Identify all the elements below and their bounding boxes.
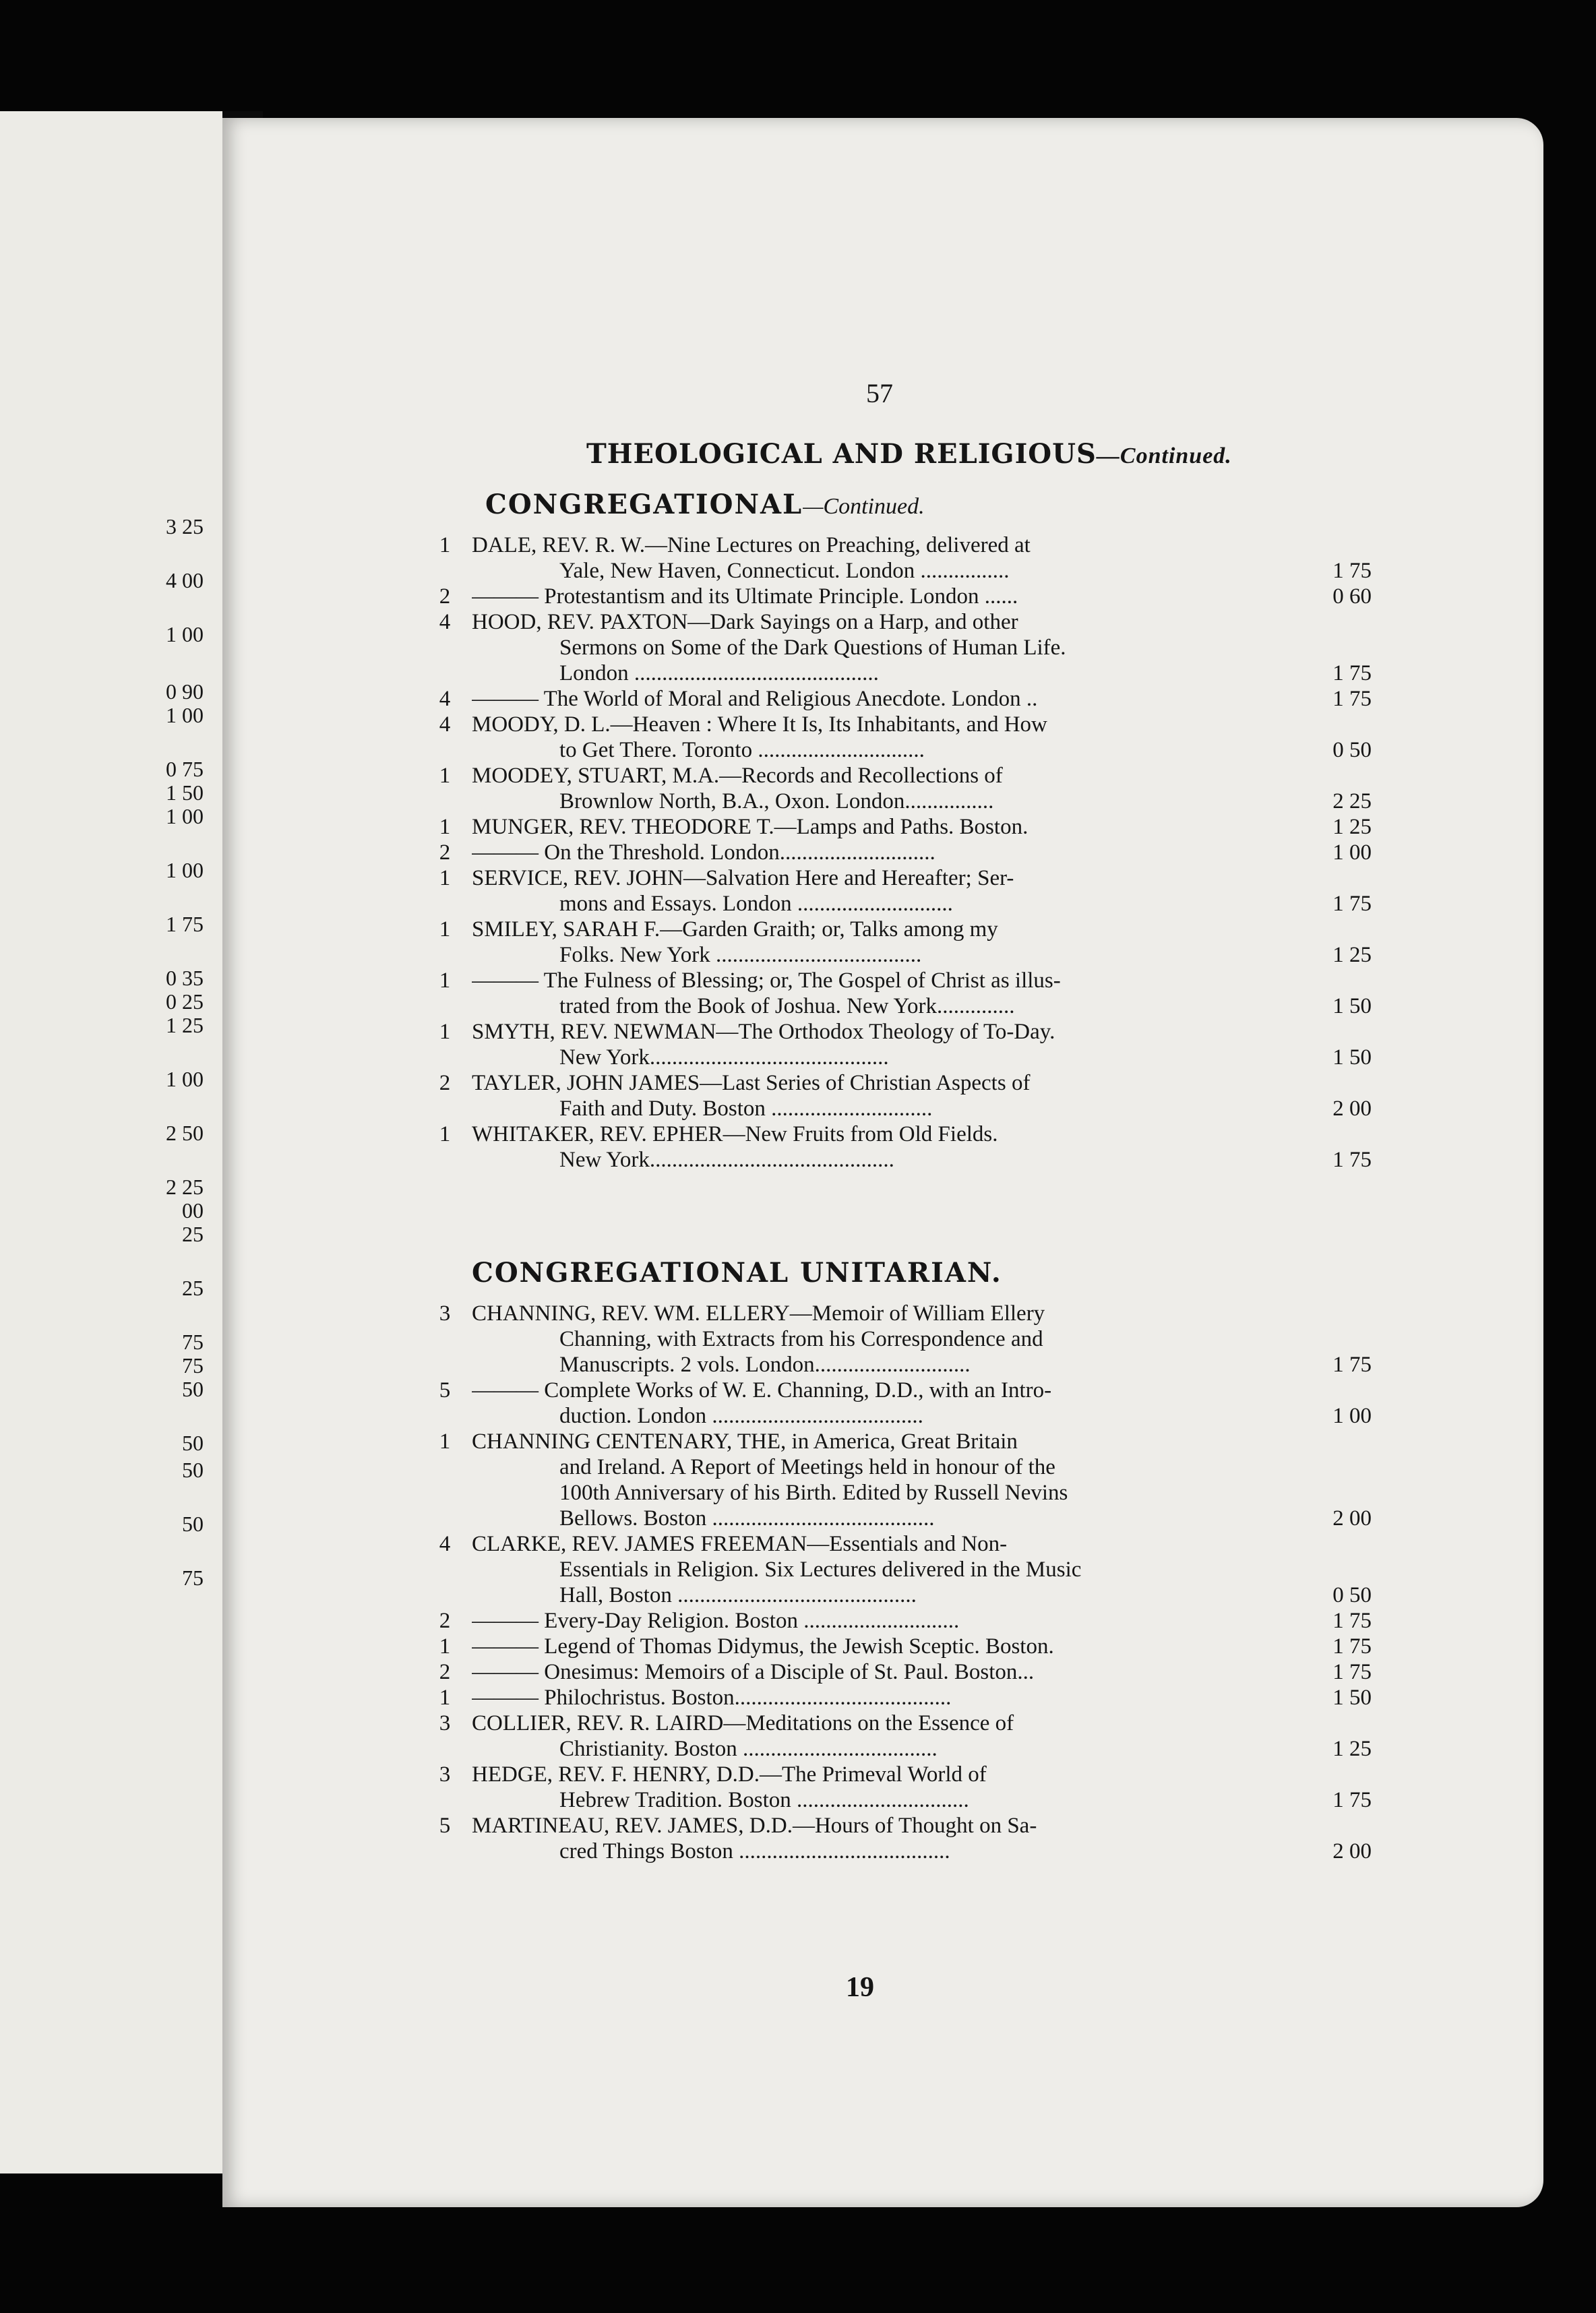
section-title: CONGREGATIONAL — [485, 489, 803, 520]
entry-line: Brownlow North, B.A., Oxon. London................ — [559, 789, 994, 813]
entry-price: 1 25 — [1332, 815, 1372, 839]
entry-description — [472, 1070, 1274, 1121]
entry-quantity: 4 — [439, 610, 451, 634]
entry-description — [472, 763, 1274, 814]
entry-line: ——— The World of Moral and Religious Anecdote. London .. — [472, 687, 1038, 711]
entry-description — [472, 686, 1274, 712]
entry-description — [472, 712, 1274, 763]
entry-price: 1 50 — [1332, 994, 1372, 1018]
entry-description — [472, 1531, 1274, 1608]
facing-page-price: 1 25 — [166, 1013, 204, 1037]
facing-page-price: 50 — [182, 1377, 204, 1401]
entry-quantity: 4 — [439, 712, 451, 737]
entry-price: 1 75 — [1332, 1353, 1372, 1377]
entry-quantity: 2 — [439, 584, 451, 609]
entry-price: 1 75 — [1332, 1634, 1372, 1659]
entry-description — [472, 584, 1274, 609]
entry-line: WHITAKER, REV. EPHER—New Fruits from Old Fields. — [472, 1122, 998, 1146]
entry-quantity: 1 — [439, 764, 451, 788]
entry-quantity: 4 — [439, 1532, 451, 1556]
page-number-bottom: 19 — [846, 1972, 874, 2003]
entry-line: 100th Anniversary of his Birth. Edited by Russell Nevins — [559, 1481, 1068, 1505]
entry-quantity: 1 — [439, 866, 451, 890]
entry-quantity: 4 — [439, 687, 451, 711]
entry-line: trated from the Book of Joshua. New York.............. — [559, 994, 1015, 1018]
entry-description — [472, 865, 1274, 917]
entry-quantity: 2 — [439, 840, 451, 865]
entry-line: ——— Every-Day Religion. Boston ............................ — [472, 1609, 960, 1633]
facing-page-price: 50 — [182, 1431, 204, 1455]
heading-title: THEOLOGICAL AND RELIGIOUS — [586, 438, 1097, 470]
entry-price: 2 00 — [1332, 1506, 1372, 1531]
entry-line: HEDGE, REV. F. HENRY, D.D.—The Primeval World of — [472, 1762, 987, 1787]
entry-price: 2 00 — [1332, 1839, 1372, 1863]
entry-line: CHANNING CENTENARY, THE, in America, Great Britain — [472, 1429, 1018, 1454]
entry-price: 1 75 — [1332, 1660, 1372, 1684]
entry-line: duction. London ...................................... — [559, 1404, 923, 1428]
facing-page-price: 1 75 — [166, 912, 204, 936]
entry-line: Folks. New York ..................................... — [559, 943, 922, 967]
entry-quantity: 5 — [439, 1378, 451, 1402]
entry-price: 1 75 — [1332, 661, 1372, 685]
entry-line: ——— Legend of Thomas Didymus, the Jewish Sceptic. Boston. — [472, 1634, 1054, 1659]
entry-price: 1 25 — [1332, 943, 1372, 967]
entry-line: COLLIER, REV. R. LAIRD—Meditations on the Essence of — [472, 1711, 1014, 1735]
facing-page-price: 75 — [182, 1353, 204, 1378]
entry-line: SMYTH, REV. NEWMAN—The Orthodox Theology of To-Day. — [472, 1020, 1055, 1044]
entry-line: TAYLER, JOHN JAMES—Last Series of Christian Aspects of — [472, 1071, 1031, 1095]
entry-price: 2 25 — [1332, 789, 1372, 813]
entry-description — [472, 917, 1274, 968]
entry-quantity: 1 — [439, 1020, 451, 1044]
entry-line: ——— The Fulness of Blessing; or, The Gospel of Christ as illus- — [472, 968, 1061, 993]
facing-page-price: 2 50 — [166, 1121, 204, 1145]
facing-page-price: 0 90 — [166, 679, 204, 704]
facing-page-price: 0 25 — [166, 989, 204, 1014]
entry-line: ——— Onesimus: Memoirs of a Disciple of St. Paul. Boston... — [472, 1660, 1035, 1684]
entry-quantity: 3 — [439, 1711, 451, 1735]
entry-line: ——— Protestantism and its Ultimate Principle. London ...... — [472, 584, 1018, 609]
entry-price: 1 75 — [1332, 1148, 1372, 1172]
entry-line: New York............................................ — [559, 1148, 894, 1172]
facing-page-price: 75 — [182, 1330, 204, 1354]
facing-page-price: 25 — [182, 1276, 204, 1300]
heading-continued: —Continued. — [1096, 443, 1232, 468]
entry-quantity: 1 — [439, 533, 451, 557]
entry-price: 0 50 — [1332, 1583, 1372, 1607]
entry-description — [472, 1019, 1274, 1070]
entry-description — [472, 1121, 1274, 1173]
entry-quantity: 3 — [439, 1762, 451, 1787]
facing-page-price: 1 00 — [166, 1067, 204, 1091]
entry-quantity: 2 — [439, 1660, 451, 1684]
entry-line: Channing, with Extracts from his Correspondence and — [559, 1327, 1043, 1351]
entry-line: MOODY, D. L.—Heaven : Where It Is, Its Inhabitants, and How — [472, 712, 1047, 737]
entry-price: 1 00 — [1332, 840, 1372, 865]
entry-price: 1 00 — [1332, 1404, 1372, 1428]
facing-page-price: 50 — [182, 1458, 204, 1482]
section-continued: —Continued. — [803, 494, 925, 519]
entry-description — [472, 968, 1274, 1019]
entry-line: CHANNING, REV. WM. ELLERY—Memoir of William Ellery — [472, 1301, 1045, 1326]
entry-line: New York........................................... — [559, 1045, 889, 1070]
entry-price: 2 00 — [1332, 1097, 1372, 1121]
entry-description — [472, 532, 1274, 584]
entry-line: DALE, REV. R. W.—Nine Lectures on Preaching, delivered at — [472, 533, 1031, 557]
entry-line: Yale, New Haven, Connecticut. London ................ — [559, 559, 1010, 583]
entry-quantity: 2 — [439, 1071, 451, 1095]
entry-description — [472, 1301, 1274, 1378]
entry-description — [472, 1762, 1274, 1813]
entry-price: 1 50 — [1332, 1045, 1372, 1070]
facing-page-price: 00 — [182, 1198, 204, 1223]
entry-line: Bellows. Boston ........................................ — [559, 1506, 935, 1531]
facing-page-price: 2 25 — [166, 1175, 204, 1199]
entry-description — [472, 1659, 1274, 1685]
entry-description — [472, 1710, 1274, 1762]
page-number-top: 57 — [866, 378, 893, 408]
facing-page-price: 1 00 — [166, 622, 204, 646]
entry-line: ——— On the Threshold. London............................ — [472, 840, 935, 865]
entry-quantity: 1 — [439, 917, 451, 942]
entry-price: 1 75 — [1332, 892, 1372, 916]
entry-description — [472, 1608, 1274, 1634]
entry-line: Christianity. Boston ................................... — [559, 1737, 938, 1761]
entry-line: SERVICE, REV. JOHN—Salvation Here and Hereafter; Ser- — [472, 866, 1014, 890]
facing-page — [0, 111, 222, 2173]
entry-line: and Ireland. A Report of Meetings held in honour of the — [559, 1455, 1055, 1479]
entry-description — [472, 1813, 1274, 1864]
entry-quantity: 1 — [439, 815, 451, 839]
entry-line: SMILEY, SARAH F.—Garden Graith; or, Talks among my — [472, 917, 998, 942]
entry-description — [472, 814, 1274, 840]
entry-quantity: 1 — [439, 1429, 451, 1454]
facing-page-price: 0 75 — [166, 757, 204, 781]
section-congregational — [485, 489, 925, 520]
entry-price: 1 75 — [1332, 687, 1372, 711]
facing-page-price: 25 — [182, 1222, 204, 1246]
entry-quantity: 3 — [439, 1301, 451, 1326]
entry-line: Hebrew Tradition. Boston ............................... — [559, 1788, 969, 1812]
entry-description — [472, 1634, 1274, 1659]
entry-line: MUNGER, REV. THEODORE T.—Lamps and Paths. Boston. — [472, 815, 1029, 839]
facing-page-price: 1 00 — [166, 804, 204, 828]
facing-page-price: 0 35 — [166, 966, 204, 990]
facing-page-price: 50 — [182, 1512, 204, 1536]
entry-line: London ............................................ — [559, 661, 879, 685]
entry-quantity: 5 — [439, 1814, 451, 1838]
entry-price: 1 75 — [1332, 559, 1372, 583]
entry-description — [472, 840, 1274, 865]
entry-quantity: 2 — [439, 1609, 451, 1633]
entry-line: Manuscripts. 2 vols. London............................ — [559, 1353, 971, 1377]
entry-line: Faith and Duty. Boston ............................. — [559, 1097, 933, 1121]
page-heading — [586, 438, 1232, 470]
facing-page-price: 1 50 — [166, 780, 204, 805]
section-congregational-unitarian — [472, 1257, 1002, 1289]
entry-line: Sermons on Some of the Dark Questions of Human Life. — [559, 636, 1066, 660]
entry-description — [472, 609, 1274, 686]
entry-price: 1 25 — [1332, 1737, 1372, 1761]
facing-page-price: 4 00 — [166, 568, 204, 592]
entry-line: Hall, Boston ........................................... — [559, 1583, 917, 1607]
entry-price: 0 50 — [1332, 738, 1372, 762]
entry-quantity: 1 — [439, 1686, 451, 1710]
facing-page-price: 1 00 — [166, 858, 204, 882]
entry-line: HOOD, REV. PAXTON—Dark Sayings on a Harp, and other — [472, 610, 1018, 634]
entry-line: MOODEY, STUART, M.A.—Records and Recollections of — [472, 764, 1003, 788]
entry-line: Essentials in Religion. Six Lectures delivered in the Music — [559, 1558, 1082, 1582]
section-title: CONGREGATIONAL UNITARIAN. — [472, 1257, 1002, 1289]
entry-price: 1 50 — [1332, 1686, 1372, 1710]
entry-quantity: 1 — [439, 1634, 451, 1659]
entry-quantity: 1 — [439, 1122, 451, 1146]
entry-line: mons and Essays. London ............................ — [559, 892, 953, 916]
facing-page-price: 1 00 — [166, 703, 204, 727]
entry-description — [472, 1429, 1274, 1531]
entry-line: cred Things Boston ...................................... — [559, 1839, 950, 1863]
entry-quantity: 1 — [439, 968, 451, 993]
entry-line: ——— Complete Works of W. E. Channing, D.D., with an Intro- — [472, 1378, 1052, 1402]
entry-price: 1 75 — [1332, 1609, 1372, 1633]
facing-page-price: 75 — [182, 1566, 204, 1590]
entry-description — [472, 1378, 1274, 1429]
entry-price: 1 75 — [1332, 1788, 1372, 1812]
entry-line: CLARKE, REV. JAMES FREEMAN—Essentials and Non- — [472, 1532, 1008, 1556]
entry-line: ——— Philochristus. Boston....................................... — [472, 1686, 952, 1710]
entry-price: 0 60 — [1332, 584, 1372, 609]
entry-line: to Get There. Toronto .............................. — [559, 738, 925, 762]
facing-page-price: 3 25 — [166, 514, 204, 538]
entry-line: MARTINEAU, REV. JAMES, D.D.—Hours of Thought on Sa- — [472, 1814, 1037, 1838]
entry-description — [472, 1685, 1274, 1710]
